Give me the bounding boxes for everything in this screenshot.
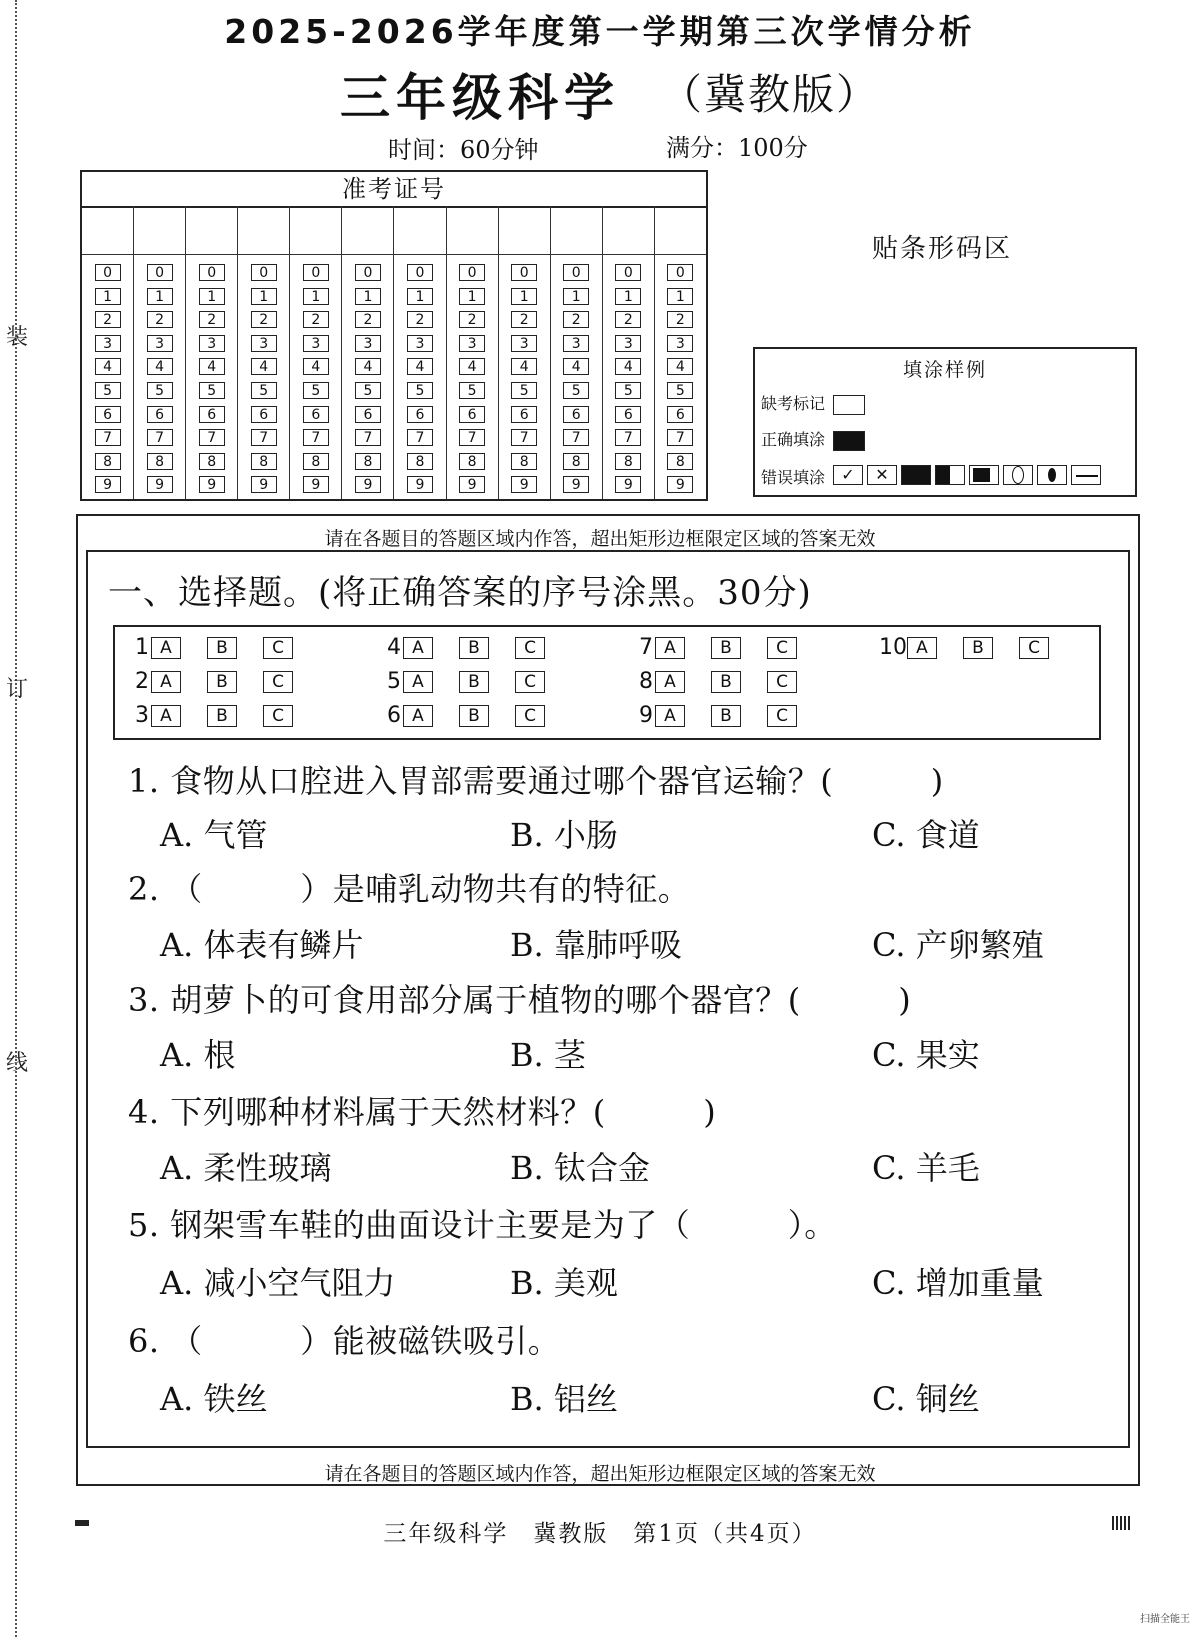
time-label: 时间：60分钟 [388, 136, 539, 164]
question-3-option-a: A. 根 [160, 1036, 236, 1074]
admission-digit-bubble[interactable]: 7 [199, 429, 225, 446]
admission-digit-bubble[interactable]: 6 [355, 406, 381, 423]
admission-digit-bubble[interactable]: 2 [407, 311, 433, 328]
admission-digit-bubble[interactable]: 1 [251, 288, 277, 305]
admission-digit-bubble[interactable]: 6 [563, 406, 589, 423]
wrong-line-mark [1071, 465, 1101, 485]
admission-digit-bubble[interactable]: 2 [95, 311, 121, 328]
admission-digit-bubble[interactable]: 8 [407, 453, 433, 470]
answer-bubble[interactable]: B [963, 637, 993, 659]
bubble-question-number: 2 [135, 669, 149, 694]
question-3-option-b: B. 茎 [510, 1036, 586, 1074]
bubble-question-group [627, 635, 823, 660]
admission-digit-bubble[interactable]: 0 [459, 264, 485, 281]
answer-bubble[interactable]: A [655, 671, 685, 693]
bubble-question-group [375, 669, 571, 694]
answer-bubble[interactable]: C [767, 671, 797, 693]
admission-digit-bubble[interactable]: 3 [615, 335, 641, 352]
admission-digit-list [290, 255, 341, 497]
answer-bubble[interactable]: C [263, 705, 293, 727]
admission-digit-bubble[interactable]: 0 [147, 264, 173, 281]
admission-digit-bubble[interactable]: 6 [511, 406, 537, 423]
answer-bubble[interactable]: C [767, 705, 797, 727]
bubble-question-number: 9 [639, 703, 653, 728]
admission-column [290, 206, 342, 499]
admission-digit-bubble[interactable]: 7 [459, 429, 485, 446]
admission-digit-bubble[interactable]: 8 [615, 453, 641, 470]
admission-write-cell[interactable] [342, 206, 393, 255]
admission-digit-bubble[interactable]: 0 [615, 264, 641, 281]
admission-digit-bubble[interactable]: 5 [251, 382, 277, 399]
binding-char-zhuang: 装 [6, 325, 29, 350]
edition-label: （冀教版） [660, 70, 881, 119]
admission-digit-bubble[interactable]: 6 [147, 406, 173, 423]
admission-digit-bubble[interactable]: 7 [251, 429, 277, 446]
admission-digit-bubble[interactable]: 6 [95, 406, 121, 423]
admission-digit-bubble[interactable]: 3 [563, 335, 589, 352]
admission-column [238, 206, 290, 499]
wrong-partial-mark [969, 465, 999, 485]
page-footer: 三年级科学 冀教版 第1页（共4页） [383, 1521, 817, 1547]
binding-char-xian: 线 [6, 1051, 29, 1076]
binding-char-ding: 订 [6, 677, 29, 702]
admission-digit-bubble[interactable]: 6 [667, 406, 693, 423]
scanner-watermark: 扫描全能王 [1140, 1614, 1190, 1625]
admission-column [603, 206, 655, 499]
admission-digit-list [499, 255, 550, 497]
admission-digit-list [551, 255, 602, 497]
admission-digit-bubble[interactable]: 8 [355, 453, 381, 470]
admission-digit-list [447, 255, 498, 497]
admission-digit-bubble[interactable]: 7 [147, 429, 173, 446]
answer-notice-top: 请在各题目的答题区域内作答，超出矩形边框限定区域的答案无效 [324, 528, 876, 550]
admission-digit-bubble[interactable]: 2 [459, 311, 485, 328]
admission-digit-bubble[interactable]: 0 [511, 264, 537, 281]
admission-write-cell[interactable] [134, 206, 185, 255]
admission-digit-bubble[interactable]: 8 [95, 453, 121, 470]
admission-digit-bubble[interactable]: 2 [251, 311, 277, 328]
bubble-question-group [375, 703, 571, 728]
fill-sample-box [753, 347, 1137, 497]
admission-digit-bubble[interactable]: 4 [251, 358, 277, 375]
question-6-option-c: C. 铜丝 [872, 1380, 980, 1418]
answer-bubble[interactable]: A [403, 671, 433, 693]
answer-bubble[interactable]: C [263, 671, 293, 693]
admission-digit-bubble[interactable]: 3 [303, 335, 329, 352]
admission-digit-bubble[interactable]: 4 [615, 358, 641, 375]
bubble-question-number: 1 [135, 635, 149, 660]
admission-digit-bubble[interactable]: 4 [459, 358, 485, 375]
admission-digit-bubble[interactable]: 7 [511, 429, 537, 446]
admission-digit-bubble[interactable]: 1 [95, 288, 121, 305]
admission-digit-bubble[interactable]: 4 [563, 358, 589, 375]
answer-bubble[interactable]: B [207, 705, 237, 727]
admission-digit-bubble[interactable]: 0 [199, 264, 225, 281]
admission-digit-bubble[interactable]: 8 [303, 453, 329, 470]
admission-digit-bubble[interactable]: 3 [511, 335, 537, 352]
admission-write-cell[interactable] [499, 206, 550, 255]
admission-write-cell[interactable] [82, 206, 133, 255]
admission-digit-bubble[interactable]: 3 [355, 335, 381, 352]
admission-digit-bubble[interactable]: 1 [459, 288, 485, 305]
wrong-overfill-mark [901, 465, 931, 485]
question-3-stem: 3. 胡萝卜的可食用部分属于植物的哪个器官？( ) [128, 981, 912, 1019]
admission-digit-bubble[interactable]: 0 [303, 264, 329, 281]
answer-bubble[interactable]: B [711, 705, 741, 727]
question-1-stem: 1. 食物从口腔进入胃部需要通过哪个器官运输？( ) [128, 762, 944, 800]
wrong-fill-examples [833, 465, 1101, 485]
admission-write-cell[interactable] [655, 206, 706, 255]
admission-digit-bubble[interactable]: 5 [615, 382, 641, 399]
admission-digit-bubble[interactable]: 9 [511, 476, 537, 493]
admission-digit-bubble[interactable]: 8 [511, 453, 537, 470]
admission-digit-bubble[interactable]: 9 [251, 476, 277, 493]
admission-digit-bubble[interactable]: 1 [147, 288, 173, 305]
bubble-question-group [879, 635, 1075, 660]
admission-digit-bubble[interactable]: 9 [667, 476, 693, 493]
admission-digit-list [82, 255, 133, 497]
wrong-fill-row [761, 465, 825, 488]
admission-digit-bubble[interactable]: 0 [95, 264, 121, 281]
admission-digit-bubble[interactable]: 6 [251, 406, 277, 423]
admission-digit-bubble[interactable]: 7 [615, 429, 641, 446]
admission-digit-bubble[interactable]: 8 [459, 453, 485, 470]
correct-fill-box [833, 431, 865, 451]
admission-digit-bubble[interactable]: 9 [147, 476, 173, 493]
admission-digit-bubble[interactable]: 7 [667, 429, 693, 446]
admission-digit-bubble[interactable]: 0 [563, 264, 589, 281]
admission-digit-bubble[interactable]: 9 [615, 476, 641, 493]
admission-write-cell[interactable] [238, 206, 289, 255]
admission-digit-bubble[interactable]: 3 [199, 335, 225, 352]
answer-bubble[interactable]: B [459, 671, 489, 693]
answer-bubble[interactable]: B [711, 671, 741, 693]
admission-title: 准考证号 [82, 172, 706, 208]
absent-mark-box[interactable] [833, 395, 865, 415]
admission-digit-bubble[interactable]: 2 [303, 311, 329, 328]
answer-bubble[interactable]: C [263, 637, 293, 659]
admission-digit-bubble[interactable]: 2 [147, 311, 173, 328]
admission-column [82, 206, 134, 499]
wrong-cross-mark: ✕ [867, 465, 897, 485]
admission-digit-bubble[interactable]: 0 [251, 264, 277, 281]
admission-write-cell[interactable] [551, 206, 602, 255]
bubble-question-group [627, 669, 823, 694]
admission-digit-bubble[interactable]: 4 [407, 358, 433, 375]
admission-digit-bubble[interactable]: 1 [199, 288, 225, 305]
admission-digit-bubble[interactable]: 2 [355, 311, 381, 328]
bubble-row [115, 703, 1099, 735]
admission-digit-bubble[interactable]: 9 [459, 476, 485, 493]
admission-digit-bubble[interactable]: 4 [511, 358, 537, 375]
admission-digit-bubble[interactable]: 4 [147, 358, 173, 375]
answer-bubble-grid [113, 625, 1101, 740]
bubble-question-group [627, 703, 823, 728]
admission-digit-bubble[interactable]: 5 [199, 382, 225, 399]
admission-digit-bubble[interactable]: 5 [407, 382, 433, 399]
admission-digit-bubble[interactable]: 3 [407, 335, 433, 352]
full-score-label: 满分：100分 [666, 134, 808, 162]
admission-digit-bubble[interactable]: 4 [355, 358, 381, 375]
admission-write-cell[interactable] [186, 206, 237, 255]
bubble-question-number: 3 [135, 703, 149, 728]
question-1-option-a: A. 气管 [160, 816, 268, 854]
admission-digit-bubble[interactable]: 5 [303, 382, 329, 399]
admission-digit-list [238, 255, 289, 497]
admission-number-grid [80, 170, 708, 501]
admission-digit-bubble[interactable]: 2 [511, 311, 537, 328]
admission-digit-bubble[interactable]: 3 [147, 335, 173, 352]
admission-digit-bubble[interactable]: 0 [355, 264, 381, 281]
question-2-option-b: B. 靠肺呼吸 [510, 926, 682, 964]
admission-column [655, 206, 706, 499]
admission-digit-bubble[interactable]: 1 [355, 288, 381, 305]
admission-digit-bubble[interactable]: 9 [303, 476, 329, 493]
admission-digit-bubble[interactable]: 5 [459, 382, 485, 399]
question-5-option-a: A. 减小空气阻力 [160, 1264, 396, 1302]
admission-digit-list [603, 255, 654, 497]
bubble-question-group [123, 703, 319, 728]
admission-digit-bubble[interactable]: 8 [667, 453, 693, 470]
bubble-row [115, 669, 1099, 701]
admission-column [134, 206, 186, 499]
admission-columns [82, 206, 706, 499]
admission-digit-bubble[interactable]: 9 [563, 476, 589, 493]
admission-digit-bubble[interactable]: 5 [511, 382, 537, 399]
admission-digit-bubble[interactable]: 1 [563, 288, 589, 305]
admission-digit-bubble[interactable]: 7 [95, 429, 121, 446]
admission-digit-bubble[interactable]: 1 [667, 288, 693, 305]
admission-digit-bubble[interactable]: 9 [199, 476, 225, 493]
answer-bubble[interactable]: A [151, 637, 181, 659]
admission-digit-list [134, 255, 185, 497]
question-5-stem: 5. 钢架雪车鞋的曲面设计主要是为了（ ）。 [128, 1206, 837, 1244]
admission-digit-bubble[interactable]: 7 [563, 429, 589, 446]
exam-title: 2025-2026学年度第一学期第三次学情分析 [224, 12, 976, 51]
answer-bubble[interactable]: A [907, 637, 937, 659]
bubble-question-number: 6 [387, 703, 401, 728]
bubble-question-number: 4 [387, 635, 401, 660]
admission-column [186, 206, 238, 499]
wrong-tick-mark: ✓ [833, 465, 863, 485]
admission-digit-bubble[interactable]: 7 [355, 429, 381, 446]
admission-digit-bubble[interactable]: 0 [407, 264, 433, 281]
answer-bubble[interactable]: C [515, 705, 545, 727]
fill-sample-title: 填涂样例 [902, 359, 987, 381]
admission-digit-bubble[interactable]: 5 [147, 382, 173, 399]
admission-digit-bubble[interactable]: 4 [199, 358, 225, 375]
answer-bubble[interactable]: B [207, 637, 237, 659]
admission-digit-bubble[interactable]: 5 [355, 382, 381, 399]
correct-fill-row [761, 427, 865, 451]
question-4-option-a: A. 柔性玻璃 [160, 1149, 332, 1187]
admission-digit-bubble[interactable]: 1 [303, 288, 329, 305]
alignment-mark-right [1112, 1516, 1130, 1530]
correct-fill-label: 正确填涂 [761, 430, 826, 449]
wrong-half-mark [935, 465, 965, 485]
subject-title: 三年级科学 [340, 68, 620, 127]
question-2-option-a: A. 体表有鳞片 [160, 926, 364, 964]
admission-digit-bubble[interactable]: 1 [511, 288, 537, 305]
absent-mark-label: 缺考标记 [761, 394, 826, 413]
wrong-ring-mark [1003, 465, 1033, 485]
answer-bubble[interactable]: A [655, 637, 685, 659]
admission-column [342, 206, 394, 499]
answer-bubble[interactable]: B [459, 705, 489, 727]
admission-digit-list [394, 255, 445, 497]
admission-digit-bubble[interactable]: 6 [407, 406, 433, 423]
admission-digit-bubble[interactable]: 8 [251, 453, 277, 470]
question-5-option-b: B. 美观 [510, 1264, 618, 1302]
admission-digit-bubble[interactable]: 8 [563, 453, 589, 470]
question-4-option-c: C. 羊毛 [872, 1149, 980, 1187]
admission-column [499, 206, 551, 499]
admission-column [551, 206, 603, 499]
admission-digit-bubble[interactable]: 9 [355, 476, 381, 493]
admission-digit-bubble[interactable]: 3 [667, 335, 693, 352]
admission-digit-bubble[interactable]: 2 [199, 311, 225, 328]
answer-bubble[interactable]: C [515, 637, 545, 659]
binding-line [15, 0, 17, 1637]
question-1-option-c: C. 食道 [872, 816, 980, 854]
admission-digit-bubble[interactable]: 5 [563, 382, 589, 399]
question-4-option-b: B. 钛合金 [510, 1149, 650, 1187]
bubble-question-number: 10 [879, 635, 907, 660]
question-3-option-c: C. 果实 [872, 1036, 980, 1074]
admission-digit-bubble[interactable]: 1 [615, 288, 641, 305]
admission-digit-bubble[interactable]: 6 [459, 406, 485, 423]
admission-digit-bubble[interactable]: 3 [95, 335, 121, 352]
admission-digit-bubble[interactable]: 4 [95, 358, 121, 375]
admission-digit-list [655, 255, 706, 497]
admission-digit-list [342, 255, 393, 497]
answer-bubble[interactable]: A [151, 671, 181, 693]
admission-write-cell[interactable] [603, 206, 654, 255]
bubble-question-number: 5 [387, 669, 401, 694]
question-5-option-c: C. 增加重量 [872, 1264, 1044, 1302]
question-1-option-b: B. 小肠 [510, 816, 618, 854]
bubble-question-group [375, 635, 571, 660]
admission-digit-bubble[interactable]: 2 [563, 311, 589, 328]
answer-bubble[interactable]: C [515, 671, 545, 693]
admission-digit-bubble[interactable]: 6 [615, 406, 641, 423]
answer-bubble[interactable]: B [207, 671, 237, 693]
absent-mark-row [761, 391, 865, 415]
admission-digit-bubble[interactable]: 9 [95, 476, 121, 493]
admission-digit-bubble[interactable]: 4 [303, 358, 329, 375]
bubble-question-number: 7 [639, 635, 653, 660]
question-4-stem: 4. 下列哪种材料属于天然材料？( ) [128, 1093, 717, 1131]
admission-digit-bubble[interactable]: 5 [95, 382, 121, 399]
admission-digit-bubble[interactable]: 7 [407, 429, 433, 446]
admission-digit-list [186, 255, 237, 497]
question-2-stem: 2. （ ）是哺乳动物共有的特征。 [128, 870, 691, 908]
answer-bubble[interactable]: A [403, 705, 433, 727]
admission-write-cell[interactable] [394, 206, 445, 255]
wrong-dot-mark [1037, 465, 1067, 485]
wrong-fill-label: 错误填涂 [761, 468, 826, 487]
section-title: 一、选择题。(将正确答案的序号涂黑。30分) [108, 573, 812, 613]
admission-write-cell[interactable] [290, 206, 341, 255]
question-6-stem: 6. （ ）能被磁铁吸引。 [128, 1322, 561, 1360]
question-2-option-c: C. 产卵繁殖 [872, 926, 1044, 964]
answer-notice-bottom: 请在各题目的答题区域内作答，超出矩形边框限定区域的答案无效 [324, 1463, 876, 1485]
admission-digit-bubble[interactable]: 3 [459, 335, 485, 352]
admission-digit-bubble[interactable]: 7 [303, 429, 329, 446]
admission-digit-bubble[interactable]: 0 [667, 264, 693, 281]
admission-digit-bubble[interactable]: 2 [615, 311, 641, 328]
answer-bubble[interactable]: C [1019, 637, 1049, 659]
answer-bubble[interactable]: B [711, 637, 741, 659]
admission-digit-bubble[interactable]: 3 [251, 335, 277, 352]
answer-bubble[interactable]: C [767, 637, 797, 659]
answer-bubble[interactable]: B [459, 637, 489, 659]
answer-bubble[interactable]: A [403, 637, 433, 659]
barcode-area-label: 贴条形码区 [872, 234, 1013, 264]
bubble-question-number: 8 [639, 669, 653, 694]
admission-digit-bubble[interactable]: 6 [303, 406, 329, 423]
question-6-option-b: B. 铝丝 [510, 1380, 618, 1418]
bubble-question-group [123, 669, 319, 694]
answer-bubble[interactable]: A [655, 705, 685, 727]
admission-digit-bubble[interactable]: 6 [199, 406, 225, 423]
admission-digit-bubble[interactable]: 8 [199, 453, 225, 470]
admission-digit-bubble[interactable]: 8 [147, 453, 173, 470]
bubble-row [115, 635, 1099, 667]
admission-digit-bubble[interactable]: 1 [407, 288, 433, 305]
admission-column [447, 206, 499, 499]
admission-digit-bubble[interactable]: 2 [667, 311, 693, 328]
admission-digit-bubble[interactable]: 4 [667, 358, 693, 375]
question-6-option-a: A. 铁丝 [160, 1380, 268, 1418]
admission-column [394, 206, 446, 499]
admission-write-cell[interactable] [447, 206, 498, 255]
answer-bubble[interactable]: A [151, 705, 181, 727]
admission-digit-bubble[interactable]: 9 [407, 476, 433, 493]
bubble-question-group [123, 635, 319, 660]
admission-digit-bubble[interactable]: 5 [667, 382, 693, 399]
